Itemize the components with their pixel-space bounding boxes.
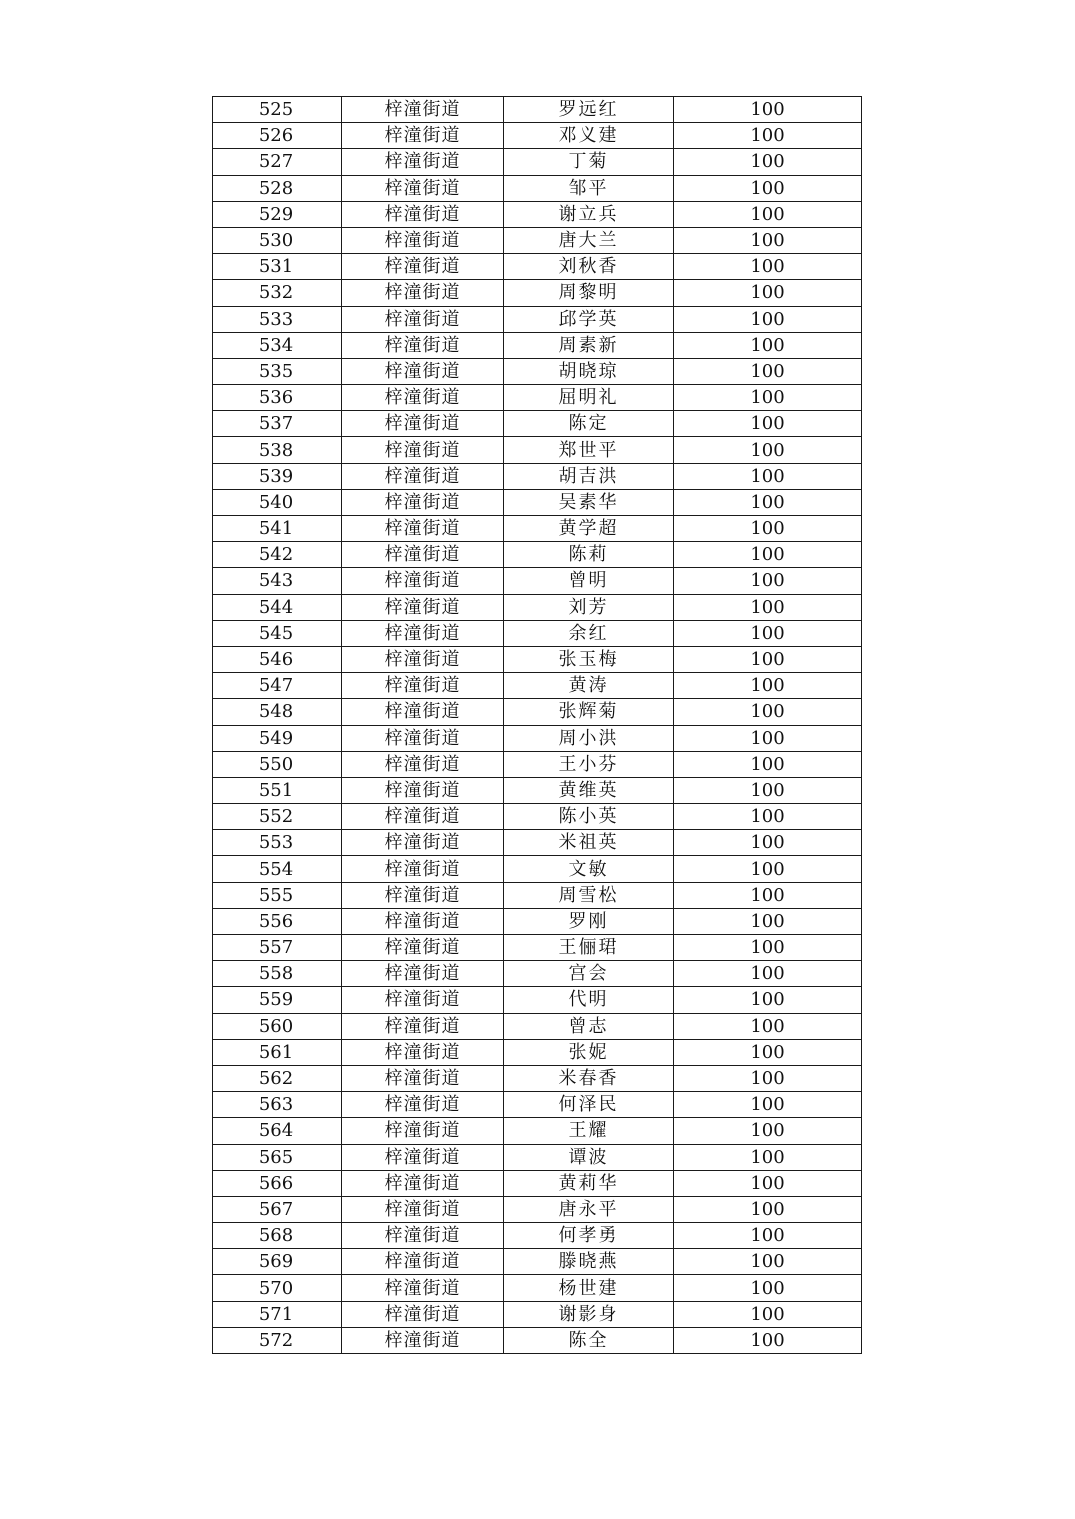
amount-cell: 100: [674, 385, 862, 411]
table-row: [213, 856, 862, 882]
street-cell: 梓潼街道: [342, 280, 504, 306]
row-number-cell: 538: [213, 437, 342, 463]
amount-cell: 100: [674, 1327, 862, 1353]
name-cell: 王小芬: [504, 751, 674, 777]
amount-cell: 100: [674, 777, 862, 803]
name-cell: 黄学超: [504, 516, 674, 542]
name-cell: 黄涛: [504, 673, 674, 699]
table-row: [213, 437, 862, 463]
amount-cell: 100: [674, 123, 862, 149]
table-row: [213, 175, 862, 201]
table-row: [213, 385, 862, 411]
table-row: [213, 489, 862, 515]
street-cell: 梓潼街道: [342, 1092, 504, 1118]
street-cell: 梓潼街道: [342, 699, 504, 725]
street-cell: 梓潼街道: [342, 987, 504, 1013]
row-number-cell: 557: [213, 935, 342, 961]
amount-cell: 100: [674, 830, 862, 856]
name-cell: 曾志: [504, 1013, 674, 1039]
recipient-table-grid: [212, 96, 862, 1354]
table-row: [213, 516, 862, 542]
row-number-cell: 549: [213, 725, 342, 751]
name-cell: 陈全: [504, 1327, 674, 1353]
amount-cell: 100: [674, 1249, 862, 1275]
table-row: [213, 725, 862, 751]
street-cell: 梓潼街道: [342, 463, 504, 489]
amount-cell: 100: [674, 961, 862, 987]
name-cell: 周素新: [504, 332, 674, 358]
recipient-table: [212, 96, 861, 1354]
amount-cell: 100: [674, 1170, 862, 1196]
street-cell: 梓潼街道: [342, 97, 504, 123]
row-number-cell: 547: [213, 673, 342, 699]
row-number-cell: 564: [213, 1118, 342, 1144]
row-number-cell: 526: [213, 123, 342, 149]
table-row: [213, 751, 862, 777]
street-cell: 梓潼街道: [342, 123, 504, 149]
street-cell: 梓潼街道: [342, 1249, 504, 1275]
row-number-cell: 545: [213, 620, 342, 646]
name-cell: 谢影身: [504, 1301, 674, 1327]
amount-cell: 100: [674, 516, 862, 542]
table-row: [213, 908, 862, 934]
table-row: [213, 987, 862, 1013]
row-number-cell: 572: [213, 1327, 342, 1353]
row-number-cell: 531: [213, 254, 342, 280]
table-row: [213, 673, 862, 699]
amount-cell: 100: [674, 97, 862, 123]
street-cell: 梓潼街道: [342, 489, 504, 515]
row-number-cell: 540: [213, 489, 342, 515]
street-cell: 梓潼街道: [342, 725, 504, 751]
row-number-cell: 548: [213, 699, 342, 725]
table-row: [213, 542, 862, 568]
name-cell: 米春香: [504, 1065, 674, 1091]
name-cell: 谢立兵: [504, 201, 674, 227]
amount-cell: 100: [674, 882, 862, 908]
amount-cell: 100: [674, 175, 862, 201]
street-cell: 梓潼街道: [342, 673, 504, 699]
table-body: [213, 97, 862, 1354]
table-row: [213, 149, 862, 175]
name-cell: 何泽民: [504, 1092, 674, 1118]
street-cell: 梓潼街道: [342, 516, 504, 542]
street-cell: 梓潼街道: [342, 201, 504, 227]
amount-cell: 100: [674, 987, 862, 1013]
row-number-cell: 550: [213, 751, 342, 777]
table-row: [213, 1223, 862, 1249]
row-number-cell: 546: [213, 646, 342, 672]
table-row: [213, 1301, 862, 1327]
row-number-cell: 532: [213, 280, 342, 306]
name-cell: 陈定: [504, 411, 674, 437]
amount-cell: 100: [674, 463, 862, 489]
street-cell: 梓潼街道: [342, 1275, 504, 1301]
table-row: [213, 411, 862, 437]
table-row: [213, 201, 862, 227]
row-number-cell: 566: [213, 1170, 342, 1196]
row-number-cell: 565: [213, 1144, 342, 1170]
name-cell: 何孝勇: [504, 1223, 674, 1249]
street-cell: 梓潼街道: [342, 306, 504, 332]
amount-cell: 100: [674, 542, 862, 568]
street-cell: 梓潼街道: [342, 411, 504, 437]
table-row: [213, 1327, 862, 1353]
table-row: [213, 1249, 862, 1275]
table-row: [213, 935, 862, 961]
street-cell: 梓潼街道: [342, 332, 504, 358]
name-cell: 余红: [504, 620, 674, 646]
street-cell: 梓潼街道: [342, 254, 504, 280]
name-cell: 代明: [504, 987, 674, 1013]
name-cell: 陈莉: [504, 542, 674, 568]
table-row: [213, 594, 862, 620]
row-number-cell: 559: [213, 987, 342, 1013]
street-cell: 梓潼街道: [342, 908, 504, 934]
street-cell: 梓潼街道: [342, 1223, 504, 1249]
name-cell: 丁菊: [504, 149, 674, 175]
street-cell: 梓潼街道: [342, 1301, 504, 1327]
street-cell: 梓潼街道: [342, 594, 504, 620]
row-number-cell: 555: [213, 882, 342, 908]
row-number-cell: 551: [213, 777, 342, 803]
street-cell: 梓潼街道: [342, 1013, 504, 1039]
amount-cell: 100: [674, 437, 862, 463]
name-cell: 王耀: [504, 1118, 674, 1144]
name-cell: 邹平: [504, 175, 674, 201]
name-cell: 谭波: [504, 1144, 674, 1170]
amount-cell: 100: [674, 1065, 862, 1091]
row-number-cell: 570: [213, 1275, 342, 1301]
amount-cell: 100: [674, 856, 862, 882]
street-cell: 梓潼街道: [342, 620, 504, 646]
name-cell: 王俪珺: [504, 935, 674, 961]
name-cell: 邱学英: [504, 306, 674, 332]
row-number-cell: 539: [213, 463, 342, 489]
amount-cell: 100: [674, 1223, 862, 1249]
name-cell: 张玉梅: [504, 646, 674, 672]
name-cell: 滕晓燕: [504, 1249, 674, 1275]
amount-cell: 100: [674, 699, 862, 725]
name-cell: 罗刚: [504, 908, 674, 934]
street-cell: 梓潼街道: [342, 1118, 504, 1144]
amount-cell: 100: [674, 673, 862, 699]
street-cell: 梓潼街道: [342, 437, 504, 463]
amount-cell: 100: [674, 1013, 862, 1039]
table-row: [213, 97, 862, 123]
street-cell: 梓潼街道: [342, 646, 504, 672]
table-row: [213, 1013, 862, 1039]
row-number-cell: 558: [213, 961, 342, 987]
street-cell: 梓潼街道: [342, 1144, 504, 1170]
row-number-cell: 561: [213, 1039, 342, 1065]
row-number-cell: 535: [213, 358, 342, 384]
table-row: [213, 646, 862, 672]
amount-cell: 100: [674, 254, 862, 280]
row-number-cell: 534: [213, 332, 342, 358]
amount-cell: 100: [674, 908, 862, 934]
name-cell: 杨世建: [504, 1275, 674, 1301]
street-cell: 梓潼街道: [342, 856, 504, 882]
amount-cell: 100: [674, 306, 862, 332]
name-cell: 米祖英: [504, 830, 674, 856]
street-cell: 梓潼街道: [342, 568, 504, 594]
amount-cell: 100: [674, 620, 862, 646]
name-cell: 唐永平: [504, 1196, 674, 1222]
row-number-cell: 533: [213, 306, 342, 332]
amount-cell: 100: [674, 804, 862, 830]
street-cell: 梓潼街道: [342, 935, 504, 961]
table-row: [213, 306, 862, 332]
amount-cell: 100: [674, 280, 862, 306]
street-cell: 梓潼街道: [342, 385, 504, 411]
row-number-cell: 569: [213, 1249, 342, 1275]
table-row: [213, 777, 862, 803]
street-cell: 梓潼街道: [342, 542, 504, 568]
row-number-cell: 554: [213, 856, 342, 882]
table-row: [213, 280, 862, 306]
amount-cell: 100: [674, 1092, 862, 1118]
table-row: [213, 463, 862, 489]
row-number-cell: 571: [213, 1301, 342, 1327]
name-cell: 曾明: [504, 568, 674, 594]
table-row: [213, 1144, 862, 1170]
table-row: [213, 830, 862, 856]
row-number-cell: 560: [213, 1013, 342, 1039]
table-row: [213, 1118, 862, 1144]
row-number-cell: 543: [213, 568, 342, 594]
street-cell: 梓潼街道: [342, 751, 504, 777]
street-cell: 梓潼街道: [342, 1196, 504, 1222]
row-number-cell: 553: [213, 830, 342, 856]
row-number-cell: 525: [213, 97, 342, 123]
table-row: [213, 332, 862, 358]
row-number-cell: 544: [213, 594, 342, 620]
name-cell: 唐大兰: [504, 227, 674, 253]
table-row: [213, 1170, 862, 1196]
street-cell: 梓潼街道: [342, 1170, 504, 1196]
table-row: [213, 1092, 862, 1118]
name-cell: 张妮: [504, 1039, 674, 1065]
amount-cell: 100: [674, 1275, 862, 1301]
name-cell: 胡晓琼: [504, 358, 674, 384]
amount-cell: 100: [674, 594, 862, 620]
name-cell: 胡吉洪: [504, 463, 674, 489]
row-number-cell: 567: [213, 1196, 342, 1222]
row-number-cell: 541: [213, 516, 342, 542]
table-row: [213, 961, 862, 987]
street-cell: 梓潼街道: [342, 149, 504, 175]
street-cell: 梓潼街道: [342, 961, 504, 987]
street-cell: 梓潼街道: [342, 777, 504, 803]
row-number-cell: 527: [213, 149, 342, 175]
row-number-cell: 542: [213, 542, 342, 568]
amount-cell: 100: [674, 411, 862, 437]
amount-cell: 100: [674, 725, 862, 751]
street-cell: 梓潼街道: [342, 1065, 504, 1091]
name-cell: 屈明礼: [504, 385, 674, 411]
amount-cell: 100: [674, 1144, 862, 1170]
table-row: [213, 227, 862, 253]
amount-cell: 100: [674, 1301, 862, 1327]
name-cell: 吴素华: [504, 489, 674, 515]
table-row: [213, 620, 862, 646]
row-number-cell: 528: [213, 175, 342, 201]
street-cell: 梓潼街道: [342, 227, 504, 253]
table-row: [213, 1275, 862, 1301]
amount-cell: 100: [674, 227, 862, 253]
street-cell: 梓潼街道: [342, 358, 504, 384]
table-row: [213, 1039, 862, 1065]
table-row: [213, 882, 862, 908]
amount-cell: 100: [674, 646, 862, 672]
table-row: [213, 699, 862, 725]
name-cell: 黄维英: [504, 777, 674, 803]
amount-cell: 100: [674, 332, 862, 358]
row-number-cell: 529: [213, 201, 342, 227]
street-cell: 梓潼街道: [342, 830, 504, 856]
amount-cell: 100: [674, 201, 862, 227]
name-cell: 陈小英: [504, 804, 674, 830]
amount-cell: 100: [674, 489, 862, 515]
row-number-cell: 562: [213, 1065, 342, 1091]
row-number-cell: 563: [213, 1092, 342, 1118]
name-cell: 周小洪: [504, 725, 674, 751]
amount-cell: 100: [674, 751, 862, 777]
street-cell: 梓潼街道: [342, 804, 504, 830]
name-cell: 刘芳: [504, 594, 674, 620]
street-cell: 梓潼街道: [342, 175, 504, 201]
name-cell: 周雪松: [504, 882, 674, 908]
table-row: [213, 1196, 862, 1222]
amount-cell: 100: [674, 149, 862, 175]
table-row: [213, 1065, 862, 1091]
amount-cell: 100: [674, 1196, 862, 1222]
name-cell: 邓义建: [504, 123, 674, 149]
amount-cell: 100: [674, 1039, 862, 1065]
name-cell: 刘秋香: [504, 254, 674, 280]
row-number-cell: 530: [213, 227, 342, 253]
row-number-cell: 552: [213, 804, 342, 830]
table-row: [213, 358, 862, 384]
name-cell: 宫会: [504, 961, 674, 987]
street-cell: 梓潼街道: [342, 1039, 504, 1065]
amount-cell: 100: [674, 1118, 862, 1144]
name-cell: 周黎明: [504, 280, 674, 306]
street-cell: 梓潼街道: [342, 1327, 504, 1353]
row-number-cell: 556: [213, 908, 342, 934]
name-cell: 黄莉华: [504, 1170, 674, 1196]
row-number-cell: 536: [213, 385, 342, 411]
table-row: [213, 254, 862, 280]
street-cell: 梓潼街道: [342, 882, 504, 908]
name-cell: 张辉菊: [504, 699, 674, 725]
amount-cell: 100: [674, 935, 862, 961]
table-row: [213, 568, 862, 594]
row-number-cell: 568: [213, 1223, 342, 1249]
amount-cell: 100: [674, 568, 862, 594]
name-cell: 郑世平: [504, 437, 674, 463]
row-number-cell: 537: [213, 411, 342, 437]
name-cell: 罗远红: [504, 97, 674, 123]
table-row: [213, 804, 862, 830]
amount-cell: 100: [674, 358, 862, 384]
name-cell: 文敏: [504, 856, 674, 882]
table-row: [213, 123, 862, 149]
